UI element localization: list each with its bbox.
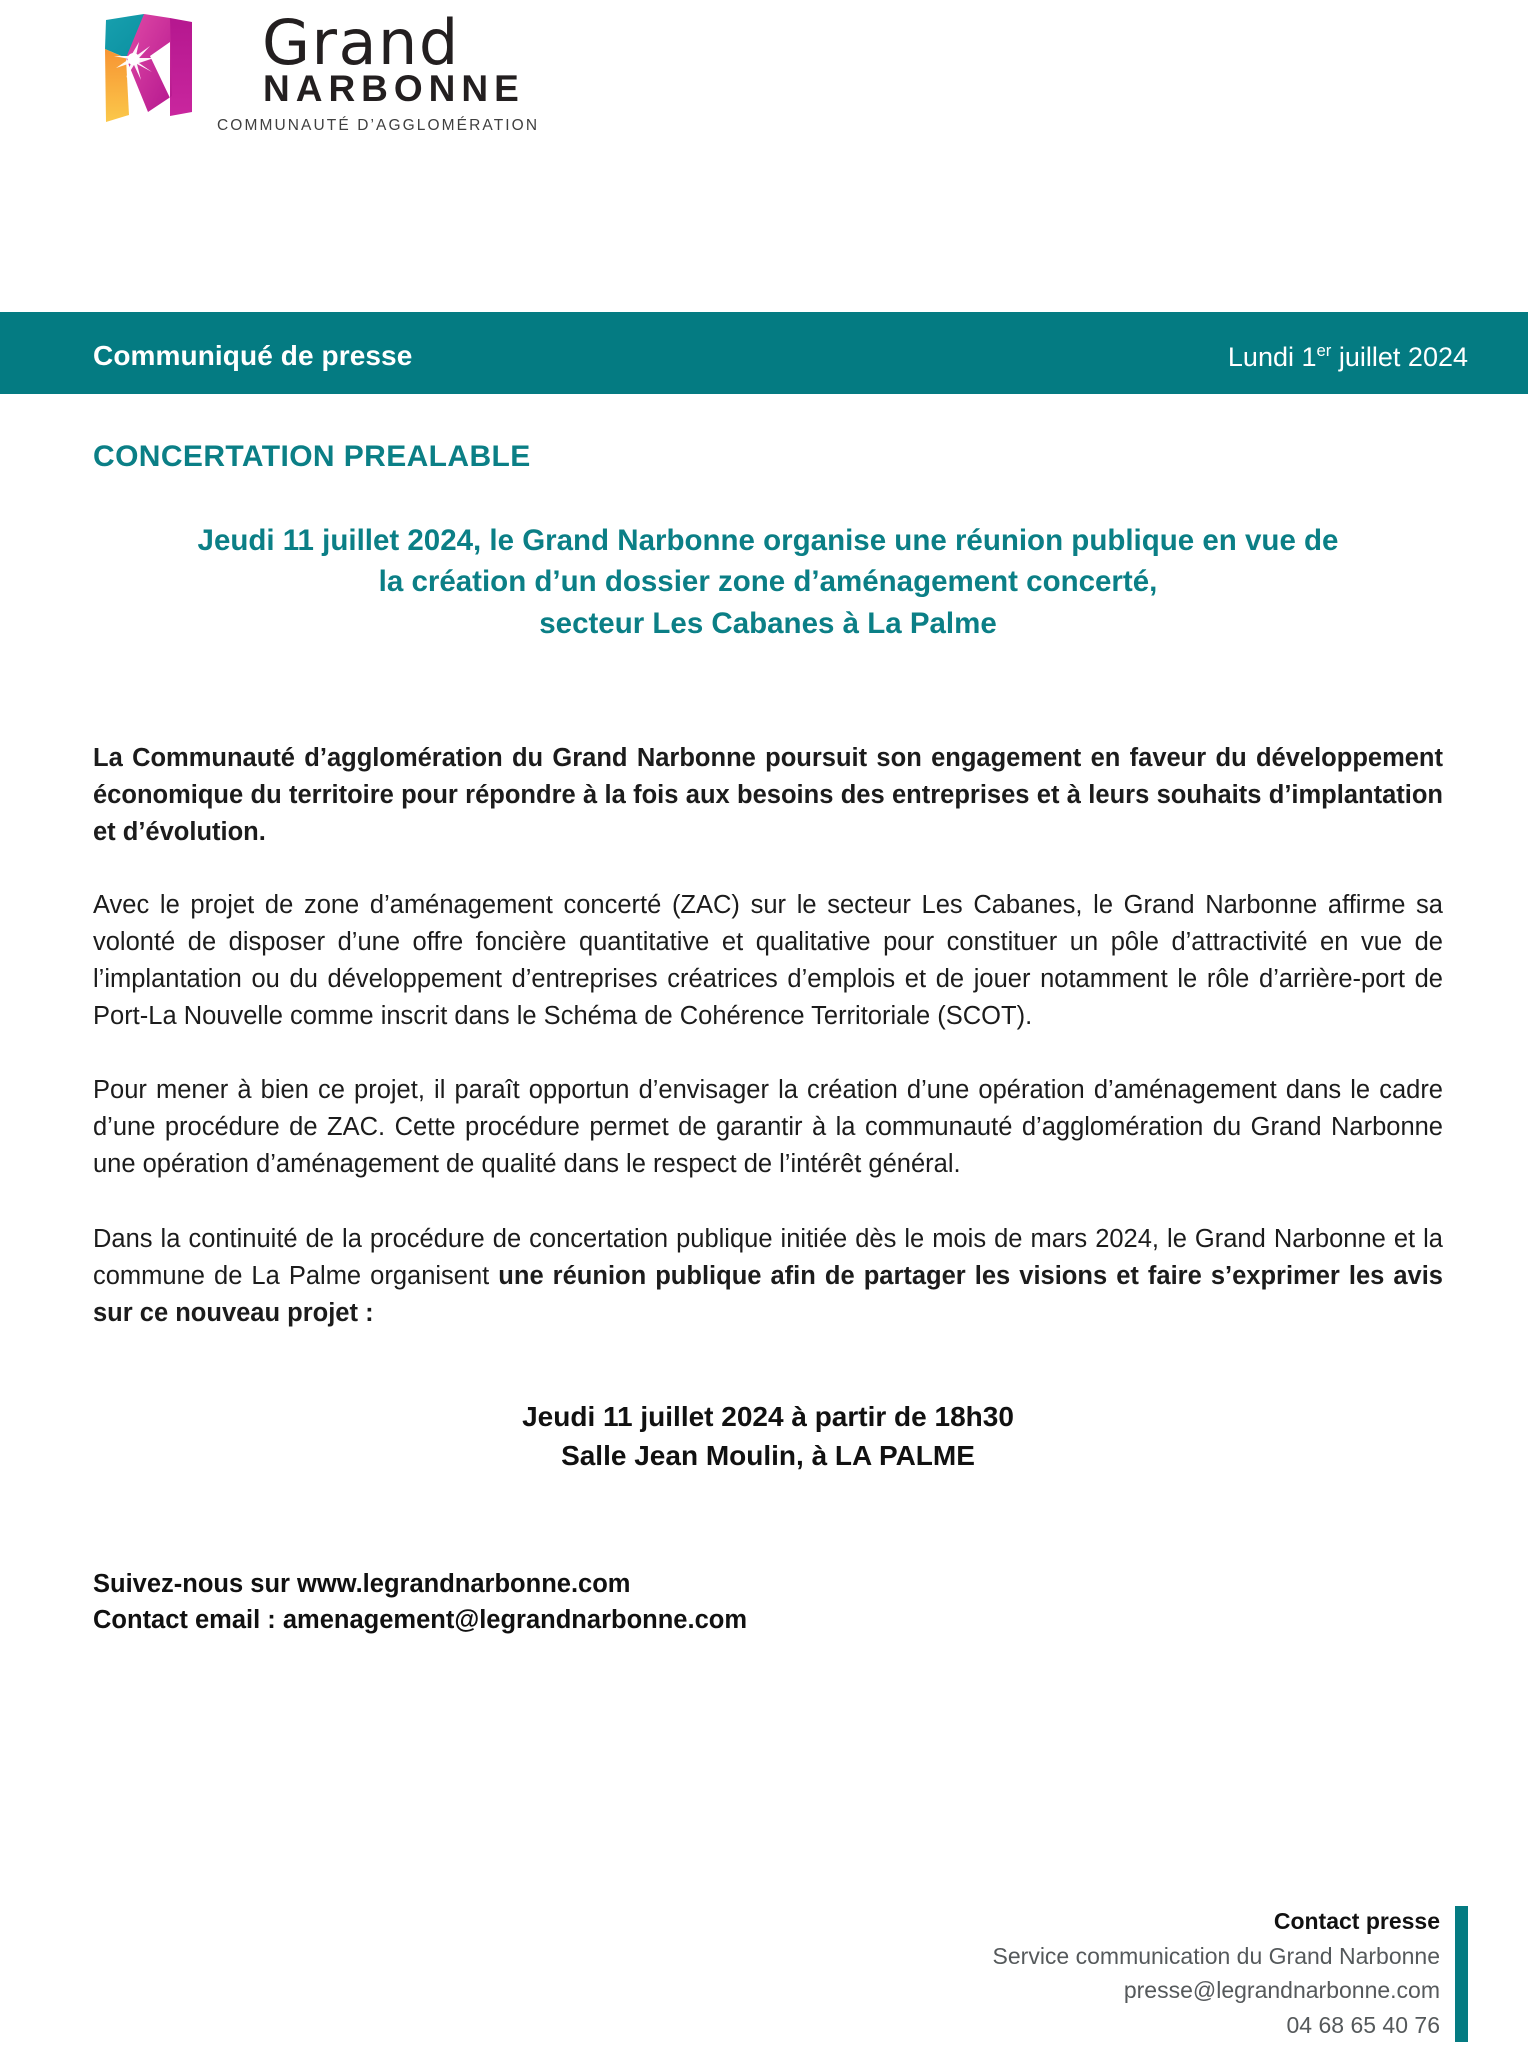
page-title-line-2: la création d’un dossier zone d’aménagement concerté, [378,565,1158,599]
document-body [93,440,1443,1638]
page-title [93,520,1443,644]
event-datetime: Jeudi 11 juillet 2024 à partir de 18h30 [522,1401,1014,1433]
section-kicker: CONCERTATION PREALABLE [93,440,531,473]
logo-word-narbonne: NARBONNE [263,68,525,109]
footer-phone[interactable]: 04 68 65 40 76 [1286,2011,1440,2038]
paragraph-4-emphasis: une réunion publique afin de partager les visions et faire s’exprimer les avis sur ce nouveau projet : [93,1261,1443,1328]
paragraph-4 [93,1221,1443,1332]
page-title-line-1: Jeudi 11 juillet 2024, le Grand Narbonne organise une réunion publique en vue de [197,524,1339,557]
paragraph-2: Avec le projet de zone d’aménagement concerté (ZAC) sur le secteur Les Cabanes, le Grand Narbonne affirme sa volonté de disposer d’une offre foncière quantitative et qualitative pour constituer un pôle d’attractivité en vue de l’implantation ou du développement d’entreprises créatrices d’emplois et de jouer notamment le rôle d’arrière-port de Port-La Nouvelle comme inscrit dans le Schéma de Cohérence Territoriale (SCOT). [93,891,1443,1031]
page-title-line-3: secteur Les Cabanes à La Palme [539,606,997,640]
date-ordinal-suffix: er [1316,341,1332,360]
footer-accent-bar [1455,1906,1468,2042]
logo-block [78,8,548,138]
document-header-bar [0,312,1528,394]
event-location: Salle Jean Moulin, à LA PALME [561,1439,975,1471]
logo-wordmark [206,8,546,138]
document-type-label: Communiqué de presse [93,340,413,371]
contact-email-line[interactable]: Contact email : amenagement@legrandnarbonne.com [93,1605,747,1634]
paragraph-3: Pour mener à bien ce projet, il paraît opportun d’envisager la création d’une opération d’aménagement dans le cadre d’une procédure de ZAC. Cette procédure permet de garantir à la communauté d’agglomération du Grand Narbonne une opération d’aménagement de qualité dans le respect de l’intérêt général. [93,1075,1443,1178]
lead-paragraph: La Communauté d’agglomération du Grand Narbonne poursuit son engagement en faveur du développement économique du territoire pour répondre à la fois aux besoins des entreprises et à leurs souhaits d’implantation et d’évolution. [93,743,1443,847]
logo-word-grand: Grand [262,6,460,79]
grand-narbonne-n-logo-icon [92,12,204,124]
press-contact-footer [908,1904,1468,2042]
footer-title: Contact presse [1273,1908,1440,1934]
website-line[interactable]: Suivez-nous sur www.legrandnarbonne.com [93,1570,631,1599]
paragraph-4-regular: Dans la continuité de la procédure de concertation publique initiée dès le mois de mars 2024, le Grand Narbonne et la commune de La Palme organisent [93,1224,1443,1290]
logo-tagline: COMMUNAUTÉ D’AGGLOMÉRATION [217,117,540,134]
document-date [1228,342,1468,373]
follow-us-block [93,1567,1443,1637]
date-suffix: juillet 2024 [1331,342,1468,372]
footer-service: Service communication du Grand Narbonne [992,1942,1440,1969]
footer-email[interactable]: presse@legrandnarbonne.com [1123,1977,1440,2003]
event-details [93,1398,1443,1475]
date-prefix: Lundi 1 [1227,342,1317,372]
